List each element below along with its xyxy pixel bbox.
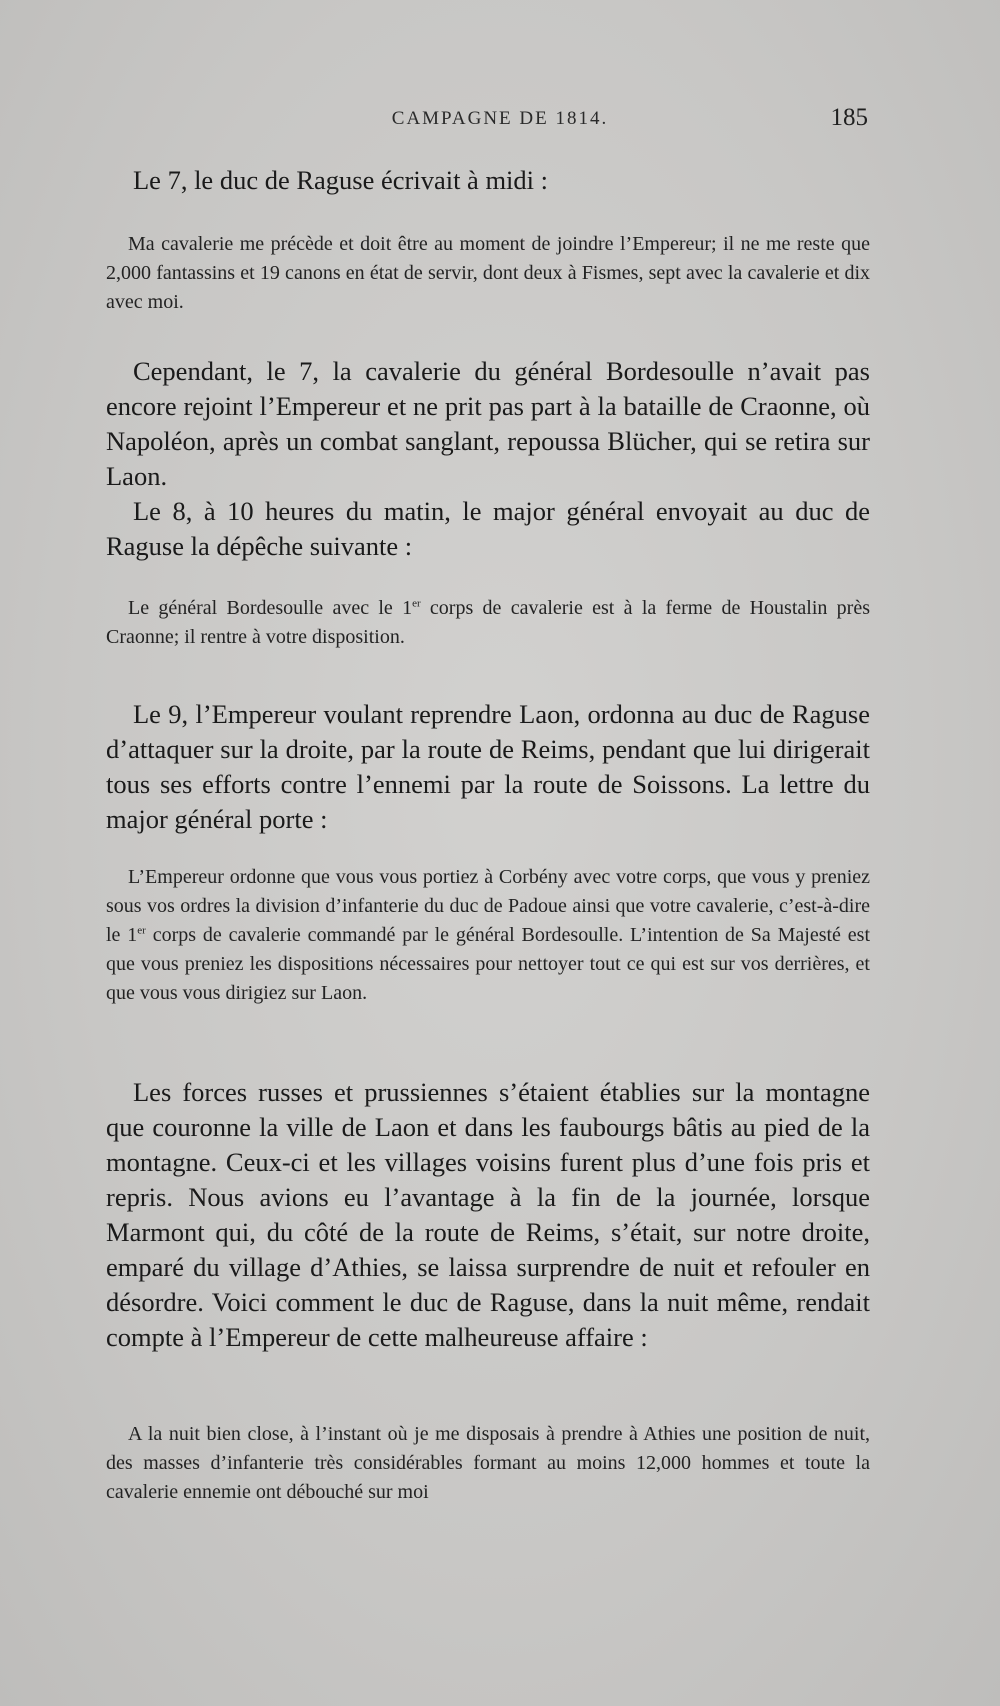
paragraph-1-container [106,163,870,198]
quote-2 [106,594,870,652]
quote-3-text-b: corps de cavalerie commandé par le général Bordesoulle. L’intention de Sa Majesté est que vous preniez les dispositions nécessaires pour nettoyer tout ce qui est sur vos derrières, et que vous vous dirigiez sur Laon. [106,924,871,1004]
quote-1: Ma cavalerie me précède et doit être au moment de joindre l’Empereur; il ne me reste que 2,000 fantassins et 19 canons en état de servir, dont deux à Fismes, sept avec la cavalerie et dix avec moi. [106,233,870,313]
quote-3 [106,863,870,1008]
quote-1-container [106,230,870,317]
ordinal-superscript: er [137,924,146,937]
quote-2-text-b: corps de cavalerie est à la ferme de Houstalin près Craonne; il rentre à votre disposition. [106,597,871,648]
quote-4: A la nuit bien close, à l’instant où je me disposais à prendre à Athies une position de nuit, des masses d’infanterie très considérables formant au moins 12,000 hommes et toute la cavalerie ennemie ont débouché sur moi [106,1423,870,1503]
paragraph-5-container [106,1075,870,1355]
paragraph-3: Le 8, à 10 heures du matin, le major général envoyait au duc de Raguse la dépêche suivante : [106,496,870,561]
ordinal-superscript: er [412,597,421,610]
paragraph-3-container [106,494,870,564]
quote-4-container [106,1420,870,1507]
quote-2-container [106,594,870,652]
paragraph-2-container [106,354,870,494]
paragraph-4-container [106,697,870,837]
paragraph-5: Les forces russes et prussiennes s’étaient établies sur la montagne que couronne la ville de Laon et dans les faubourgs bâtis au pied de la montagne. Ceux-ci et les villages voisins furent plus d’une fois pris et repris. Nous avions eu l’avantage à la fin de la journée, lorsque Marmont qui, du côté de la route de Reims, s’était, sur notre droite, emparé du village d’Athies, se laissa surprendre de nuit et refouler en désordre. Voici comment le duc de Raguse, dans la nuit même, rendait compte à l’Empereur de cette malheureuse affaire : [106,1077,870,1352]
quote-3-container [106,863,870,1008]
quote-3-text-a: L’Empereur ordonne que vous vous portiez à Corbény avec votre corps, que vous y preniez sous vos ordres la division d’infanterie du duc de Padoue ainsi que votre cavalerie, c’est-à-dire le 1 [106,866,870,946]
running-title: CAMPAGNE DE 1814. [391,108,609,129]
paragraph-2: Cependant, le 7, la cavalerie du général Bordesoulle n’avait pas encore rejoint l’Empereur et ne prit pas part à la bataille de Craonne, où Napoléon, après un combat sanglant, repoussa Blücher, qui se retira sur Laon. [106,356,870,491]
paragraph-1: Le 7, le duc de Raguse écrivait à midi : [133,165,549,195]
page-number: 185 [830,104,868,131]
quote-2-text-a: Le général Bordesoulle avec le 1 [128,597,413,619]
page-header [0,104,1000,138]
paragraph-4: Le 9, l’Empereur voulant reprendre Laon, ordonna au duc de Raguse d’attaquer sur la droite, par la route de Reims, pendant que lui dirigerait tous ses efforts contre l’ennemi par la route de Soissons. La lettre du major général porte : [106,699,870,834]
